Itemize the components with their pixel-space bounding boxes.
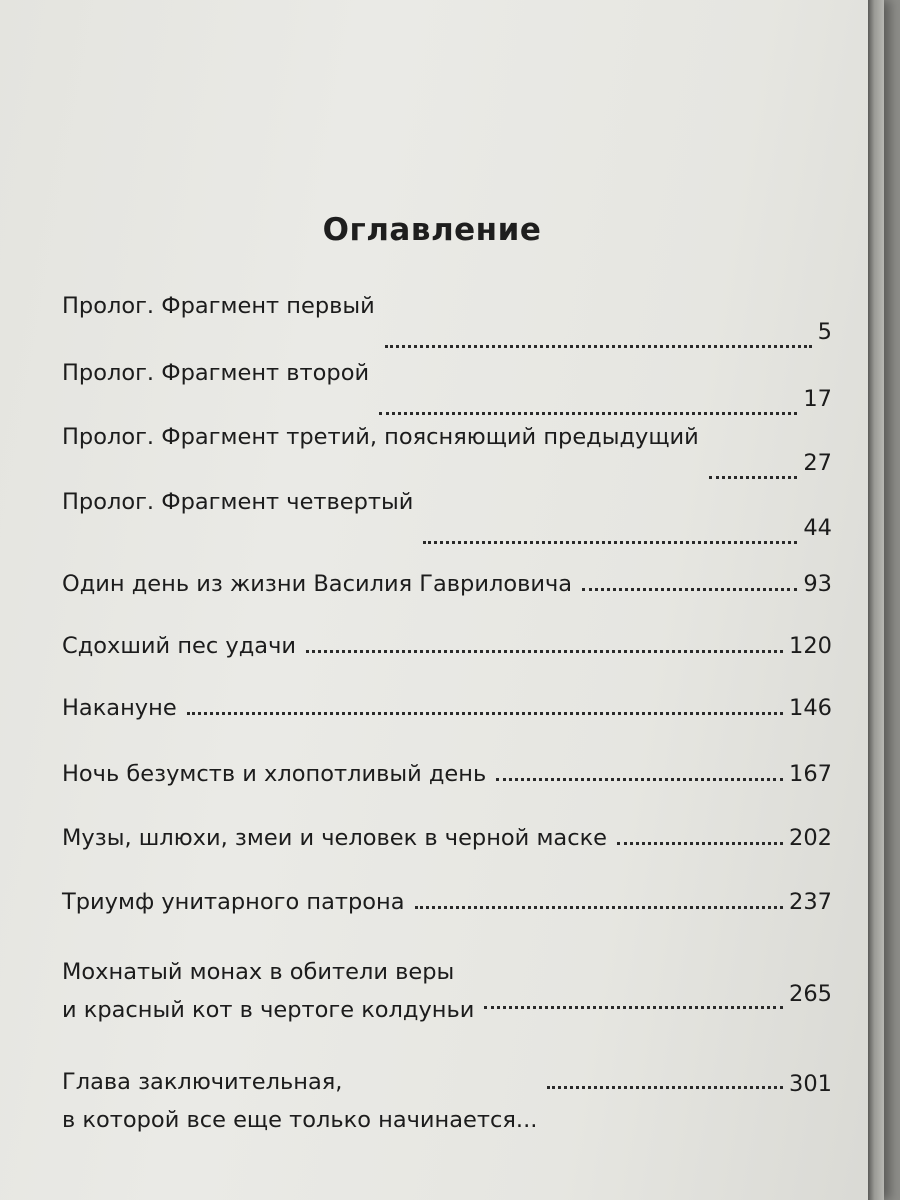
toc-entry-title: Один день из жизни Василия Гавриловича xyxy=(62,571,573,597)
dot-leader xyxy=(415,906,784,909)
toc-entry-title: Пролог. Фрагмент третий, поясняющий предыдущий xyxy=(62,424,699,450)
toc-entry-page: 93 xyxy=(803,571,832,597)
dot-leader xyxy=(547,1086,783,1089)
toc-entry-page: 44 xyxy=(803,515,832,541)
toc-entry-page: 5 xyxy=(817,319,832,345)
toc-entry-title-line1: Мохнатый монах в обители веры xyxy=(62,959,455,985)
toc-entry-title: Пролог. Фрагмент второй xyxy=(62,360,370,386)
dot-leader xyxy=(709,476,798,479)
toc-entry xyxy=(62,1066,832,1136)
dot-leader xyxy=(385,345,812,348)
toc-entry-title: Сдохший пес удачи xyxy=(62,633,296,659)
toc-entry-page: 167 xyxy=(789,761,832,787)
toc-entry-title-line2: в которой все еще только начинается... xyxy=(62,1107,538,1133)
toc-entry-title: Пролог. Фрагмент первый xyxy=(62,293,375,319)
toc-entry-title: Музы, шлюхи, змеи и человек в черной маске xyxy=(62,825,608,851)
dot-leader xyxy=(484,1006,783,1009)
toc-entry xyxy=(62,486,832,541)
toc-entry xyxy=(62,290,832,345)
toc-entry-title: Ночь безумств и хлопотливый день xyxy=(62,761,487,787)
dot-leader xyxy=(582,588,797,591)
toc-entry xyxy=(62,568,832,600)
toc-entry xyxy=(62,421,832,476)
toc-entry-title-line2: и красный кот в чертоге колдуньи xyxy=(62,997,475,1023)
toc-entry-title-line1: Глава заключительная, xyxy=(62,1069,343,1095)
dot-leader xyxy=(379,412,797,415)
toc-entry xyxy=(62,886,832,918)
toc-heading: Оглавление xyxy=(322,212,542,248)
dot-leader xyxy=(496,778,783,781)
toc-entry xyxy=(62,357,832,412)
toc-entry-page: 27 xyxy=(803,450,832,476)
toc-entry xyxy=(62,630,832,662)
toc-entry-page: 237 xyxy=(789,889,832,915)
dot-leader xyxy=(306,650,783,653)
toc-entry xyxy=(62,956,832,1026)
toc-entry-page: 202 xyxy=(789,825,832,851)
toc-entry xyxy=(62,758,832,790)
toc-entry xyxy=(62,822,832,854)
toc-entry-title: Триумф унитарного патрона xyxy=(62,889,405,915)
toc-entry-page: 265 xyxy=(789,981,832,1007)
dot-leader xyxy=(423,541,797,544)
toc-entry-page: 301 xyxy=(789,1071,832,1097)
toc-entry-page: 17 xyxy=(803,386,832,412)
toc-entry xyxy=(62,692,832,724)
toc-entry-title: Накануне xyxy=(62,695,177,721)
toc-entry-title: Пролог. Фрагмент четвертый xyxy=(62,489,414,515)
toc-entry-page: 146 xyxy=(789,695,832,721)
dot-leader xyxy=(617,842,783,845)
toc-entry-page: 120 xyxy=(789,633,832,659)
page-edge xyxy=(868,0,884,1200)
dot-leader xyxy=(187,712,783,715)
